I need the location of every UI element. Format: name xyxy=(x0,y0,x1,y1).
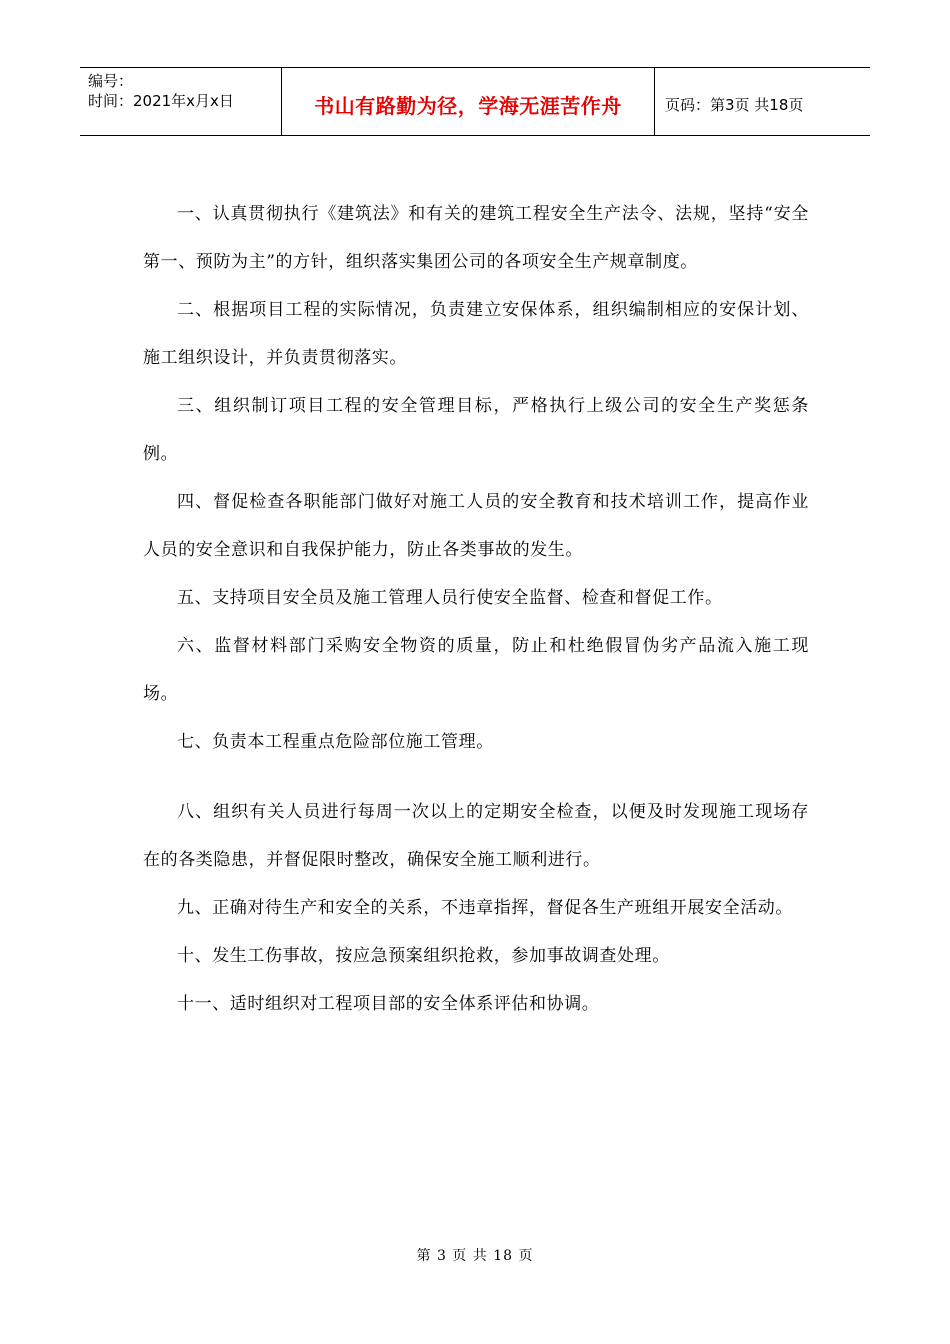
page-header xyxy=(80,67,870,136)
header-page-cell xyxy=(655,68,870,135)
paragraph: 十一、适时组织对工程项目部的安全体系评估和协调。 xyxy=(177,994,600,1014)
paragraph: 六、监督材料部门采购安全物资的质量，防止和杜绝假冒伪劣产品流入施工现场。 xyxy=(143,636,809,704)
page-footer: 第 3 页 共 18 页 xyxy=(416,1248,534,1264)
paragraph: 九、正确对待生产和安全的关系，不违章指挥，督促各生产班组开展安全活动。 xyxy=(177,898,793,918)
paragraph: 五、支持项目安全员及施工管理人员行使安全监督、检查和督促工作。 xyxy=(177,588,723,608)
paragraph: 十、发生工伤事故，按应急预案组织抢救，参加事故调查处理。 xyxy=(177,946,670,966)
paragraph: 七、负责本工程重点危险部位施工管理。 xyxy=(177,732,494,752)
header-meta-cell xyxy=(80,68,282,135)
paragraph: 三、组织制订项目工程的安全管理目标，严格执行上级公司的安全生产奖惩条例。 xyxy=(143,396,809,464)
document-time-label: 时间：2021年x月x日 xyxy=(88,92,234,110)
paragraph: 一、认真贯彻执行《建筑法》和有关的建筑工程安全生产法令、法规，坚持“安全第一、预防为主”的方针，组织落实集团公司的各项安全生产规章制度。 xyxy=(143,204,809,272)
paragraph: 四、督促检查各职能部门做好对施工人员的安全教育和技术培训工作，提高作业人员的安全意识和自我保护能力，防止各类事故的发生。 xyxy=(143,492,809,560)
header-motto: 书山有路勤为径，学海无涯苦作舟 xyxy=(314,94,622,118)
paragraph: 二、根据项目工程的实际情况，负责建立安保体系，组织编制相应的安保计划、施工组织设计，并负责贯彻落实。 xyxy=(143,300,809,368)
document-number-label: 编号： xyxy=(88,72,134,90)
document-body xyxy=(143,190,809,1028)
header-page-info: 页码：第3页 共18页 xyxy=(665,96,804,114)
header-motto-cell xyxy=(282,68,655,135)
paragraph: 八、组织有关人员进行每周一次以上的定期安全检查，以便及时发现施工现场存在的各类隐患，并督促限时整改，确保安全施工顺利进行。 xyxy=(143,802,809,870)
